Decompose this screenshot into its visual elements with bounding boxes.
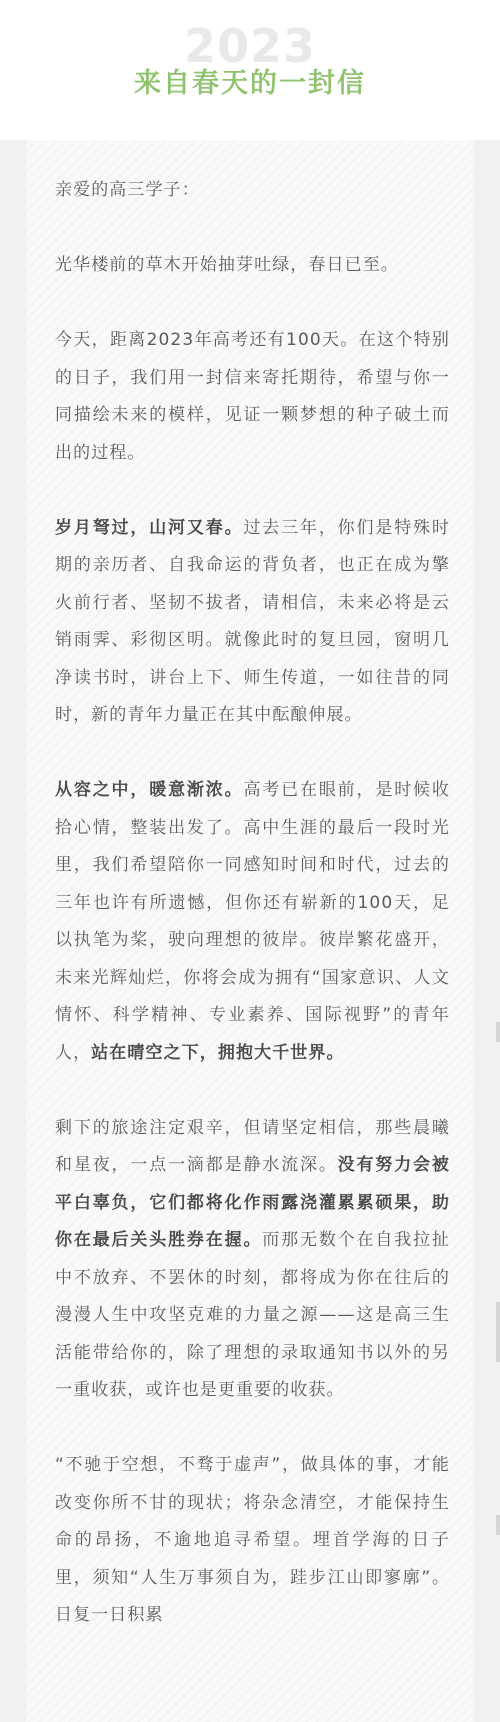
letter-paragraph-6: “不驰于空想，不骛于虚声”，做具体的事，才能改变你所不甘的现状；将杂念清空，才能保持生命的昂扬，不逾地追寻希望。埋首学海的日子里，须知“人生万事须自为，跬步江山即寥廓”。日复一日积累 (55, 1455, 450, 1625)
scroll-edge-mark (496, 1515, 500, 1535)
scroll-edge-mark (496, 1022, 500, 1042)
page-title: 来自春天的一封信 (134, 68, 366, 99)
paragraph-4-tail: 站在晴空之下，拥抱大千世界。 (91, 1042, 345, 1063)
paragraph-3-lead: 岁月弩过，山河又春。 (55, 517, 244, 538)
letter-header (0, 0, 500, 140)
paragraph-3-text: 过去三年，你们是特殊时期的亲历者、自我命运的背负者，也正在成为擎火前行者、坚韧不拔者，请相信，未来必将是云销雨霁、彩彻区明。就像此时的复旦园，窗明几净读书时，讲台上下、师生传道，一如往昔的同时，新的青年力量正在其中酝酿伸展。 (55, 517, 450, 725)
letter-paragraph-5 (55, 1110, 450, 1410)
paragraph-4-text: 高考已在眼前，是时候收拾心情，整装出发了。高中生涯的最后一段时光里，我们希望陪你一同感知时间和时代，过去的三年也许有所遗憾，但你还有崭新的100天，足以执笔为桨，驶向理想的彼岸。彼岸繁花盛开，未来光辉灿烂，你将会成为拥有“国家意识、人文情怀、科学精神、专业素养、国际视野”的青年人， (55, 780, 450, 1063)
scroll-edge-mark (496, 1302, 500, 1362)
letter-paragraph-2: 今天，距离2023年高考还有100天。在这个特别的日子，我们用一封信来寄托期待，希望与你一同描绘未来的模样，见证一颗梦想的种子破土而出的过程。 (55, 330, 450, 463)
paragraph-4-lead: 从容之中，暖意渐浓。 (55, 780, 244, 800)
letter-greeting: 亲爱的高三学子： (55, 180, 200, 200)
paragraph-5-tail: 而那无数个在自我拉扯中不放弃、不罢休的时刻，都将成为你在往后的漫漫人生中攻坚克难的力量之源——这是高三生活能带给你的，除了理想的录取通知书以外的另一重收获，或许也是更重要的收获。 (55, 1230, 450, 1400)
letter-paragraph-3 (55, 510, 450, 735)
paragraph-5-bold: 没有努力会被平白辜负，它们都将化作雨露浇灌累累硕果，助你在最后关头胜券在握。 (55, 1155, 450, 1250)
letter-paragraph-4 (55, 772, 450, 1072)
year-watermark: 2023 (183, 19, 317, 73)
paragraph-5-text: 剩下的旅途注定艰辛，但请坚定相信，那些晨曦和星夜，一点一滴都是静水流深。 (55, 1117, 450, 1175)
letter-paragraph-1: 光华楼前的草木开始抽芽吐绿，春日已至。 (55, 255, 399, 275)
letter-body (55, 172, 450, 1635)
